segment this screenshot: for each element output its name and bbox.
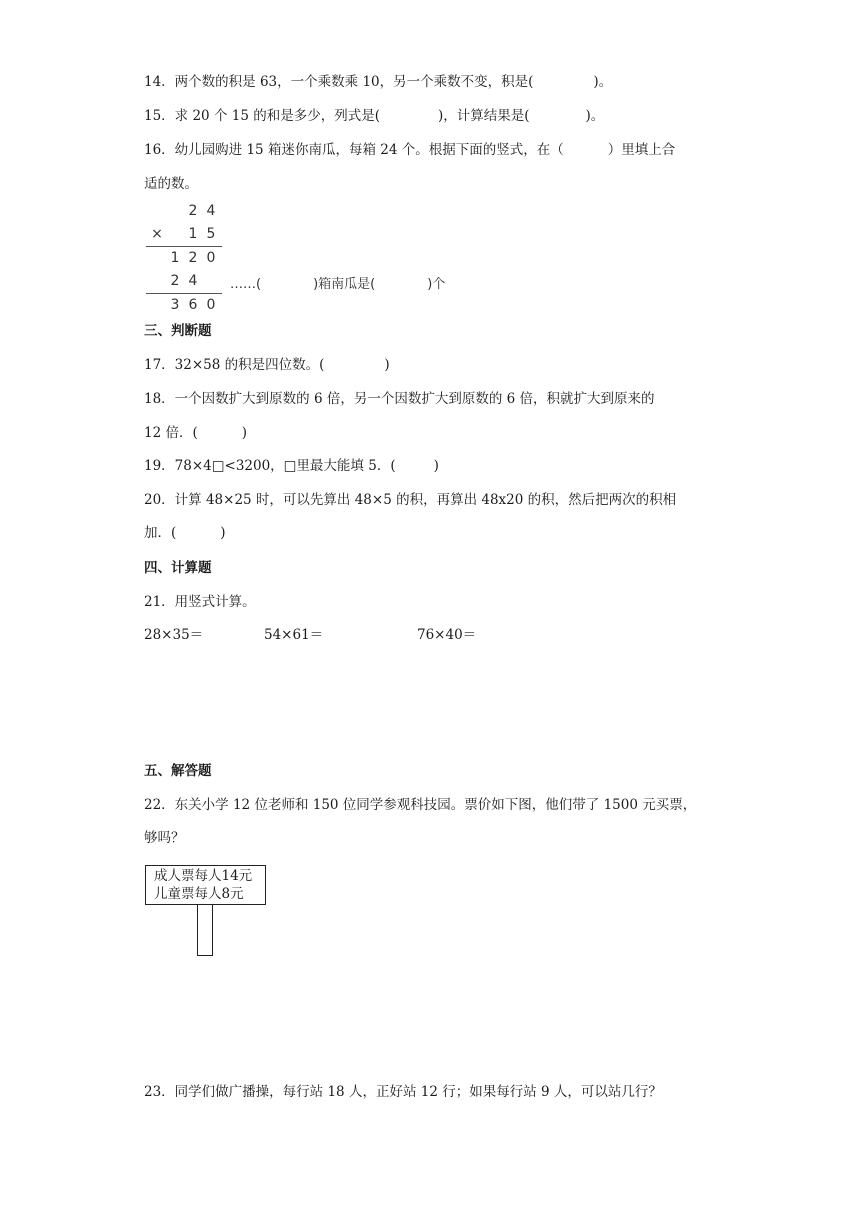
child-price: 儿童票每人8元 — [154, 886, 244, 902]
question-15: 15．求 20 个 15 的和是多少，列式是( )，计算结果是( )。 — [144, 108, 605, 124]
vertical-multiplication: 2 4 × 1 5 1 2 0 2 4 ……( )箱南瓜是( )个 3 6 0 — [144, 203, 484, 313]
q14-text: 14．两个数的积是 63，一个乘数乘 10，另一个乘数不变，积是( — [144, 74, 534, 90]
question-16: 16．幼儿园购进 15 箱迷你南瓜，每箱 24 个。根据下面的竖式，在（ ）里填上合 — [144, 142, 676, 158]
calc-item-3: 76×40＝ — [417, 627, 477, 643]
rule-line — [146, 246, 222, 247]
question-23: 23．同学们做广播操，每行站 18 人，正好站 12 行；如果每行站 9 人，可以站几行？ — [144, 1084, 662, 1100]
ticket-price-sign — [145, 865, 266, 905]
question-16-line2: 适的数。 — [144, 176, 198, 192]
question-20-line2: 加．( ) — [144, 525, 226, 541]
section-heading-5: 五、解答题 — [144, 763, 212, 779]
section-heading-4: 四、计算题 — [144, 560, 212, 576]
sign-post — [197, 904, 213, 956]
question-19: 19．78×4□<3200，□里最大能填 5．( ) — [144, 458, 439, 474]
vertical-note: ……( )箱南瓜是( )个 — [230, 277, 446, 292]
question-22-line2: 够吗？ — [144, 830, 185, 846]
multiply-sign: × — [151, 226, 163, 242]
rule-line — [146, 293, 222, 294]
question-20: 20．计算 48×25 时，可以先算出 48×5 的积，再算出 48x20 的积，然后把两次的积相 — [144, 492, 677, 508]
adult-price: 成人票每人14元 — [154, 868, 253, 884]
section-heading-3: 三、判断题 — [144, 323, 212, 339]
question-17: 17．32×58 的积是四位数。( ) — [144, 357, 390, 373]
calc-item-2: 54×61＝ — [264, 627, 324, 643]
question-21: 21．用竖式计算。 — [144, 594, 256, 610]
question-18: 18．一个因数扩大到原数的 6 倍，另一个因数扩大到原数的 6 倍，积就扩大到原来的 — [144, 391, 655, 407]
question-22: 22．东关小学 12 位老师和 150 位同学参观科技园。票价如下图，他们带了 1500 元买票， — [144, 797, 697, 813]
calc-item-1: 28×35＝ — [144, 627, 204, 643]
question-14: 14．两个数的积是 63，一个乘数乘 10，另一个乘数不变，积是( )。 — [144, 74, 613, 90]
question-18-line2: 12 倍．( ) — [144, 425, 248, 441]
